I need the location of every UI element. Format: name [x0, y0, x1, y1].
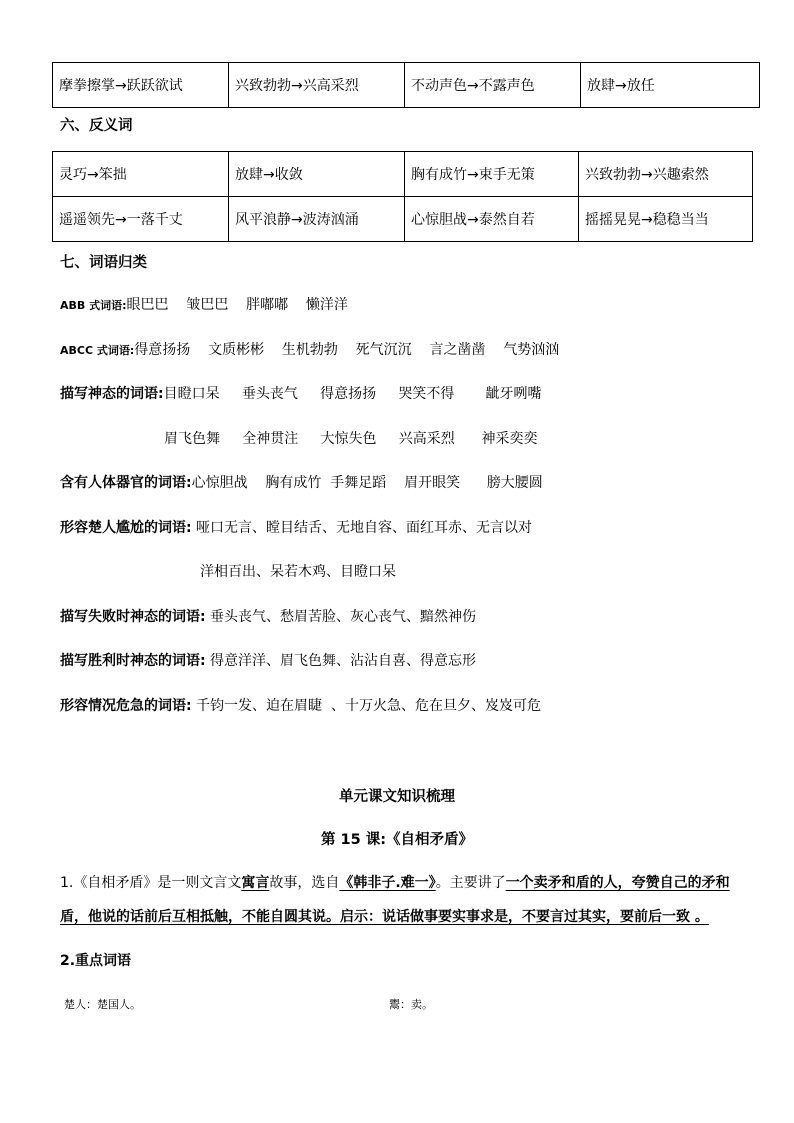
category-words: 垂头丧气、愁眉苦脸、灰心丧气、黯然神伤 — [205, 609, 477, 625]
key-words-heading: 2.重点词语 — [60, 953, 132, 969]
word-definition: 楚人：楚国人。 — [64, 998, 141, 1011]
category-victory — [60, 650, 476, 670]
category-words-continued: 洋相百出、呆若木鸡、目瞪口呆 — [200, 564, 396, 580]
category-body-parts — [60, 472, 543, 492]
category-words: 哑口无言、瞠目结舌、无地自容、面红耳赤、无言以对 — [191, 520, 533, 536]
category-label: 形容情况危急的词语: — [60, 698, 192, 714]
lesson-title: 第 15 课:《自相矛盾》 — [320, 832, 474, 848]
table-cell: 放肆→收敛 — [229, 152, 405, 197]
category-failure — [60, 606, 476, 626]
category-words-continued: 眉飞色舞 全神贯注 大惊失色 兴高采烈 神采奕奕 — [164, 431, 538, 447]
table-cell: 摩拳擦掌→跃跃欲试 — [53, 63, 229, 108]
table-row — [53, 152, 753, 197]
summary-keyword: 寓言 — [241, 875, 270, 891]
category-expression — [60, 383, 542, 403]
table-row — [53, 63, 760, 108]
summary-lesson: 盾，他说的话前后互相抵触，不能自圆其说。启示：说话做事要实事求是，不要言过其实，要前后一致 。 — [60, 909, 709, 925]
table-cell: 放肆→放任 — [581, 63, 760, 108]
category-label: 含有人体器官的词语: — [60, 475, 192, 491]
table-row — [53, 197, 753, 242]
category-abcc — [60, 339, 559, 359]
summary-text: 1.《自相矛盾》是一则文言文 — [60, 875, 242, 891]
table-cell: 胸有成竹→束手无策 — [405, 152, 579, 197]
table-cell: 风平浪静→波涛汹涌 — [229, 197, 405, 242]
category-words: 得意扬扬 文质彬彬 生机勃勃 死气沉沉 言之凿凿 气势汹汹 — [134, 342, 560, 358]
section-heading-antonyms: 六、反义词 — [60, 118, 133, 134]
category-words: 千钧一发、迫在眉睫 、十万火急、危在旦夕、岌岌可危 — [191, 698, 541, 714]
table-cell: 心惊胆战→泰然自若 — [405, 197, 579, 242]
category-label: 描写胜利时神态的词语: — [60, 653, 206, 669]
antonym-table — [52, 151, 753, 242]
category-words: 眼巴巴 皱巴巴 胖嘟嘟 懒洋洋 — [126, 297, 348, 313]
category-words: 目瞪口呆 垂头丧气 得意扬扬 哭笑不得 龇牙咧嘴 — [163, 386, 542, 402]
category-words: 得意洋洋、眉飞色舞、沾沾自喜、得意忘形 — [205, 653, 477, 669]
idiom-table-top — [52, 62, 760, 108]
unit-title: 单元课文知识梳理 — [339, 789, 455, 805]
category-label: 描写神态的词语: — [60, 386, 164, 402]
category-emergency — [60, 695, 541, 715]
table-cell: 不动声色→不露声色 — [405, 63, 581, 108]
table-cell: 摇摇晃晃→稳稳当当 — [579, 197, 753, 242]
category-label: ABB 式词语: — [60, 299, 127, 312]
table-cell: 兴致勃勃→兴趣索然 — [579, 152, 753, 197]
table-cell: 遥遥领先→一落千丈 — [53, 197, 229, 242]
section-heading-classification: 七、词语归类 — [60, 255, 147, 271]
table-cell: 灵巧→笨拙 — [53, 152, 229, 197]
table-cell: 兴致勃勃→兴高采烈 — [229, 63, 405, 108]
summary-source: 《韩非子.难一》 — [339, 875, 436, 891]
category-label: 描写失败时神态的词语: — [60, 609, 206, 625]
category-embarrassment — [60, 517, 532, 537]
category-label: 形容楚人尴尬的词语: — [60, 520, 192, 536]
summary-main-idea: 一个卖矛和盾的人，夸赞自己的矛和 — [505, 875, 730, 891]
summary-text: 故事，选自 — [269, 875, 340, 891]
category-words: 心惊胆战 胸有成竹 手舞足蹈 眉开眼笑 膀大腰圆 — [191, 475, 543, 491]
word-definition: 鬻：卖。 — [389, 998, 433, 1011]
summary-text: 。主要讲了 — [435, 875, 506, 891]
lesson-summary — [60, 866, 750, 934]
category-label: ABCC 式词语: — [60, 344, 135, 357]
category-abb — [60, 294, 348, 314]
